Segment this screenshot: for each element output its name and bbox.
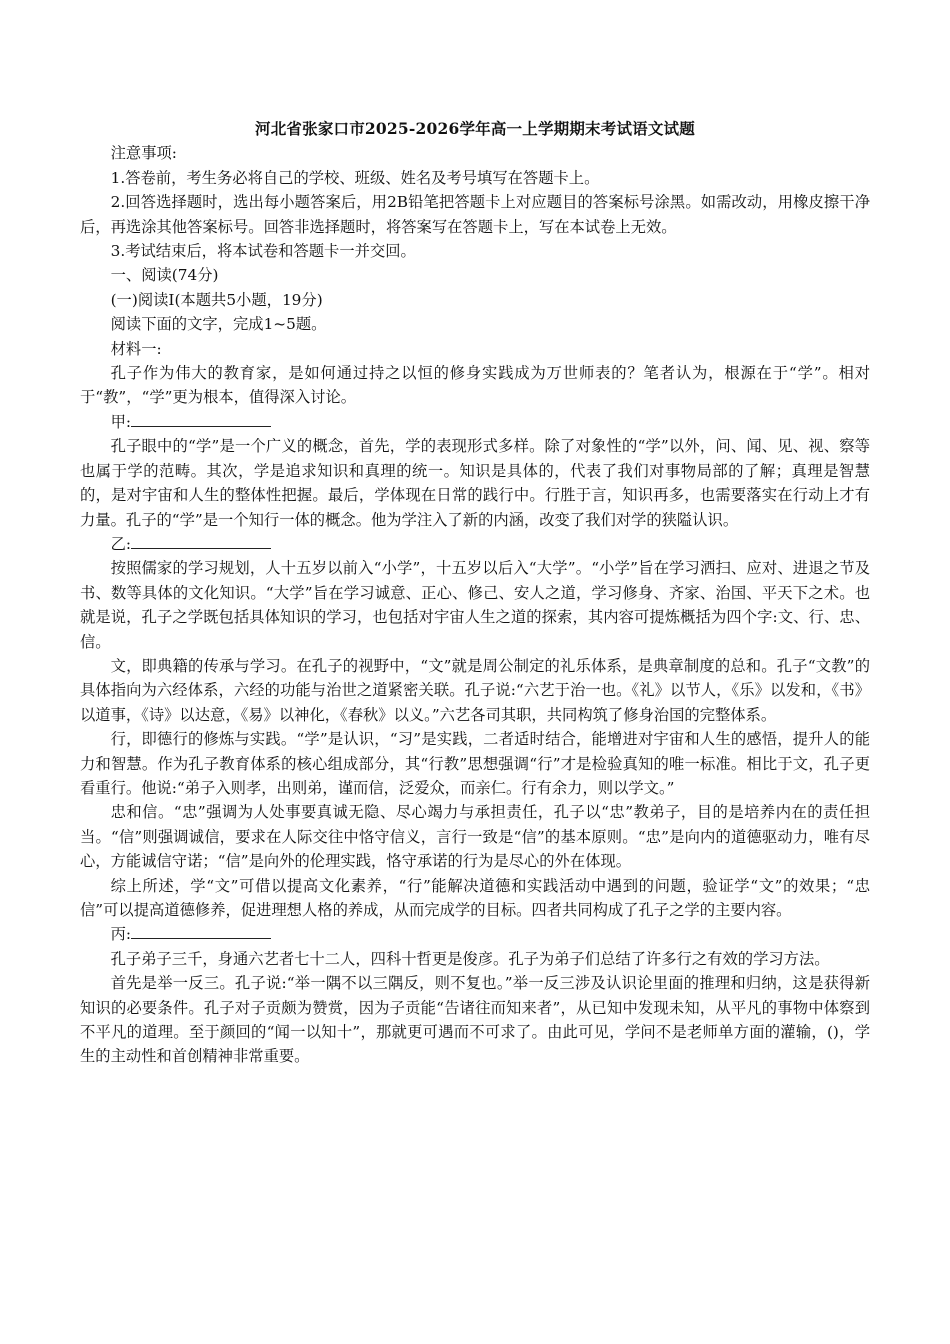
instruction-text: 阅读下面的文字，完成1~5题。 <box>110 315 327 334</box>
notice-item-3: 3.考试结束后，将本试卷和答题卡一并交回。 <box>110 242 416 261</box>
notice-item-1: 1.答卷前，考生务必将自己的学校、班级、姓名及考号填写在答题卡上。 <box>110 168 600 187</box>
paragraph-summary: 综上所述，学“文”可借以提高文化素养，“行”能解决道德和实践活动中遇到的问题，验证学“文”的效果；“忠信”可以提高道德修养，促进理想人格的养成，从而完成学的目标。四者共同构成了孔子之学的主要内容。 <box>80 876 870 919</box>
blank-bing-label: 丙: <box>110 925 132 944</box>
paragraph-zhongxin: 忠和信。“忠”强调为人处事要真诚无隐、尽心竭力与承担责任，孔子以“忠”教弟子，目的是培养内在的责任担当。“信”则强调诚信，要求在人际交往中恪守信义，言行一致是“信”的基本原则。“忠”是向内的道德驱动力，唯有尽心，方能诚信守诺；“信”是向外的伦理实践，恪守承诺的行为是尽心的外在体现。 <box>80 803 870 871</box>
notice-heading: 注意事项: <box>110 144 177 163</box>
paragraph-jia: 孔子眼中的“学”是一个广义的概念，首先，学的表现形式多样。除了对象性的“学”以外，问、闻、见、视、察等也属于学的范畴。其次，学是追求知识和真理的统一。知识是具体的，代表了我们对事物局部的了解；真理是智慧的，是对宇宙和人生的整体性把握。最后，学体现在日常的践行中。行胜于言，知识再多，也需要落实在行动上才有力量。孔子的“学”是一个知行一体的概念。他为学注入了新的内涵，改变了我们对学的狭隘认识。 <box>80 437 870 529</box>
blank-jia-line <box>80 410 870 434</box>
paragraph-wen: 文，即典籍的传承与学习。在孔子的视野中，“文”就是周公制定的礼乐体系，是典章制度的总和。孔子“文教”的具体指向为六经体系，六经的功能与治世之道紧密关联。孔子说:“六艺于治一也。《礼》以节人，《乐》以发和，《书》以道事，《诗》以达意，《易》以神化，《春秋》以义。”六艺各司其职，共同构筑了修身治国的完整体系。 <box>80 656 870 724</box>
blank-yi-underline <box>131 532 271 549</box>
paragraph-yi: 按照儒家的学习规划，人十五岁以前入“小学”，十五岁以后入“大学”。“小学”旨在学习洒扫、应对、进退之节及书、数等具体的文化知识。“大学”旨在学习诚意、正心、修己、安人之道，学习修身、齐家、治国、平天下之术。也就是说，孔子之学既包括具体知识的学习，也包括对宇宙人生之道的探索，其内容可提炼概括为四个字:文、行、忠、信。 <box>80 559 870 651</box>
blank-yi-line <box>80 532 870 556</box>
paragraph-bing-1: 孔子弟子三千，身通六艺者七十二人，四科十哲更是俊彦。孔子为弟子们总结了许多行之有效的学习方法。 <box>110 949 830 968</box>
paragraph-xing: 行，即德行的修炼与实践。“学”是认识，“习”是实践，二者适时结合，能增进对宇宙和人生的感悟，提升人的能力和智慧。作为孔子教育体系的核心组成部分，其“行教”思想强调“行”才是检验真知的唯一标准。相比于文，孔子更看重行。他说:“弟子入则孝，出则弟，谨而信，泛爱众，而亲仁。行有余力，则以学文。” <box>80 730 870 797</box>
blank-bing-line <box>80 922 870 946</box>
section-heading: 一、阅读(74分) <box>110 266 219 285</box>
blank-yi-label: 乙: <box>110 534 132 553</box>
notice-item-2: 2.回答选择题时，选出每小题答案后，用2B铅笔把答题卡上对应题目的答案标号涂黑。如需改动，用橡皮擦干净后，再选涂其他答案标号。回答非选择题时，将答案写在答题卡上，写在本试卷上无效。 <box>80 193 870 236</box>
material-label: 材料一: <box>110 339 162 358</box>
page-title: 河北省张家口市2025-2026学年高一上学期期末考试语文试题 <box>255 119 695 138</box>
blank-jia-underline <box>131 410 271 427</box>
blank-bing-underline <box>131 922 271 939</box>
paragraph-bing-2: 首先是举一反三。孔子说:“举一隅不以三隅反，则不复也。”举一反三涉及认识论里面的推理和归纳，这是获得新知识的必要条件。孔子对子贡颇为赞赏，因为子贡能“告诸往而知来者”，从已知中发现未知，从平凡的事物中体察到不平凡的道理。至于颜回的“闻一以知十”，那就更可遇而不可求了。由此可见，学问不是老师单方面的灌输，()，学生的主动性和首创精神非常重要。 <box>80 974 870 1066</box>
paragraph-intro: 孔子作为伟大的教育家，是如何通过持之以恒的修身实践成为万世师表的？笔者认为，根源在于“学”。相对于“教”，“学”更为根本，值得深入讨论。 <box>80 364 870 407</box>
subsection-heading: (一)阅读Ⅰ(本题共5小题，19分) <box>110 290 323 309</box>
blank-jia-label: 甲: <box>110 412 132 431</box>
